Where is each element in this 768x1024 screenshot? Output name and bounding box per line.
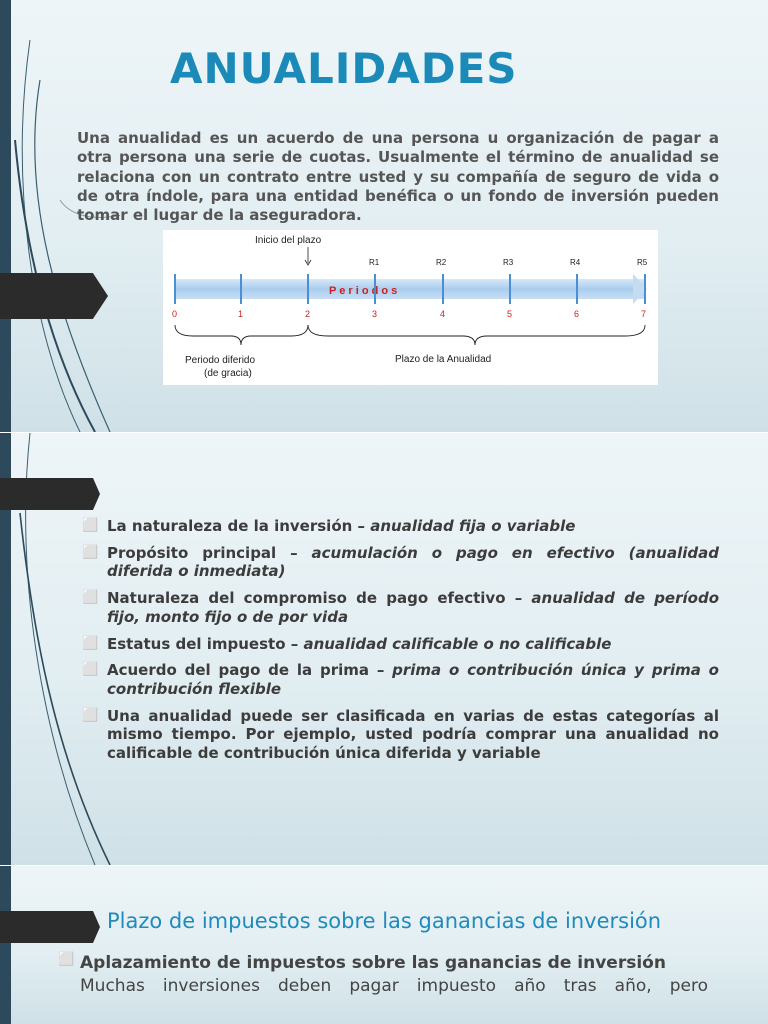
- period-number: 1: [238, 309, 244, 319]
- period-number: 4: [440, 309, 446, 319]
- list-item: ⬜ Una anualidad puede ser clasificada en varias de estas categorías al mismo tiempo. Por ejemplo, usted podría comprar una anualidad no calificable de contribución única diferida y variable: [82, 706, 719, 763]
- period-number: 6: [574, 309, 580, 319]
- period-number: 5: [507, 309, 513, 319]
- start-label: Inicio del plazo: [255, 235, 322, 246]
- list-item: ⬜ La naturaleza de la inversión – anualidad fija o variable: [82, 517, 576, 535]
- payment-label: R2: [436, 258, 447, 267]
- bullet-marker: ⬜: [82, 662, 99, 678]
- list-item: ⬜ Propósito principal – acumulación o pago en efectivo (anualidad diferida o inmediata): [82, 543, 719, 581]
- deferred-label: (de gracia): [204, 368, 252, 379]
- deferred-label: Periodo diferido: [185, 355, 256, 366]
- intro-paragraph: Una anualidad es un acuerdo de una persona u organización de pagar a otra persona una serie de cuotas. Usualmente el término de anualidad se relaciona con un contrato entre usted y su compañía de seguro de vida o de otra índole, para una entidad benéfica o un fondo de inversión pueden tomar el lugar de la aseguradora.: [77, 129, 719, 225]
- bullet-marker: ⬜: [82, 707, 99, 723]
- bullet-heading: Aplazamiento de impuestos sobre las ganancias de inversión: [80, 953, 666, 973]
- period-number: 0: [172, 309, 178, 319]
- slide-left-bar: [0, 866, 11, 1024]
- section-tab: [0, 478, 100, 510]
- period-number: 3: [372, 309, 378, 319]
- slide-3: [0, 866, 768, 1024]
- period-number: 2: [305, 309, 311, 319]
- slide-1: [0, 0, 768, 432]
- period-number: 7: [641, 309, 647, 319]
- bullet-marker: ⬜: [82, 518, 99, 533]
- term-label: Plazo de la Anualidad: [395, 354, 492, 365]
- section-tab: [0, 273, 108, 319]
- term-brace: [308, 325, 645, 345]
- list-item: ⬜ Estatus del impuesto – anualidad calificable o no calificable: [82, 634, 612, 653]
- periods-arrow: [175, 279, 645, 299]
- bullet-marker: ⬜: [58, 952, 75, 967]
- bullet-marker: ⬜: [82, 590, 99, 606]
- list-item: ⬜ Acuerdo del pago de la prima – prima o contribución única y prima o contribución flexible: [82, 661, 719, 698]
- bullet-marker: ⬜: [82, 544, 99, 560]
- payment-label: R1: [369, 258, 380, 267]
- payment-label: R4: [570, 258, 581, 267]
- tax-deferral-bullet: [58, 952, 708, 998]
- payment-label: R5: [637, 258, 648, 267]
- deferred-brace: [175, 325, 308, 345]
- slide-title: ANUALIDADES: [170, 44, 518, 93]
- arrow-label: P e r i o d o s: [329, 285, 398, 297]
- bullet-text: Muchas inversiones deben pagar impuesto año tras año, pero: [80, 976, 708, 996]
- slide-title: Plazo de impuestos sobre las ganancias de inversión: [107, 909, 662, 933]
- payment-label: R3: [503, 258, 514, 267]
- list-item: ⬜ Naturaleza del compromiso de pago efectivo – anualidad de período fijo, monto fijo o de por vida: [82, 589, 719, 626]
- bullet-marker: ⬜: [82, 635, 99, 651]
- section-tab: [0, 911, 100, 943]
- annuity-classes-list: [82, 517, 719, 771]
- annuity-timeline-diagram: [163, 230, 658, 385]
